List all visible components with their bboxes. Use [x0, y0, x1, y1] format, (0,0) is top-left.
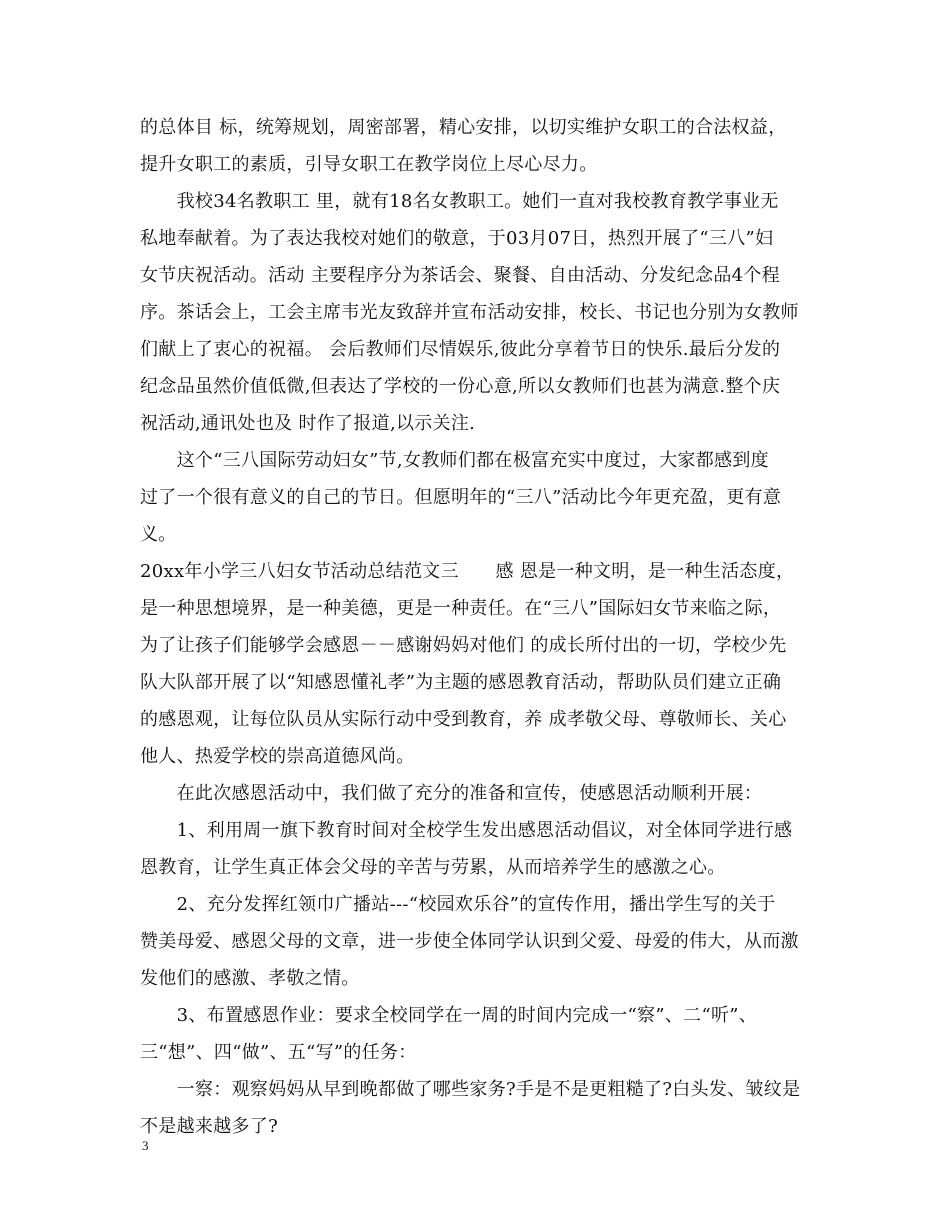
body-text-line: 3、布置感恩作业：要求全校同学在一周的时间内完成一“察”、二“听”、: [140, 1005, 758, 1026]
body-text-line: 的总体目 标，统筹规划，周密部署，精心安排，以切实维护女职工的合法权益，: [140, 117, 787, 138]
body-text-line: 序。茶话会上，工会主席韦光友致辞并宣布活动安排，校长、书记也分别为女教师: [140, 302, 799, 323]
body-text-line: 一察：观察妈妈从早到晚都做了哪些家务?手是不是更粗糙了?白头发、皱纹是: [140, 1079, 801, 1100]
body-text-line: 私地奉献着。为了表达我校对她们的敬意，于03月07日，热烈开展了“三八”妇: [140, 228, 774, 249]
page-number: 3: [142, 1138, 149, 1153]
body-text-line: 们献上了衷心的祝福。 会后教师们尽情娱乐,彼此分享着节日的快乐.最后分发的: [140, 339, 781, 360]
body-text-line: 队大队部开展了以“知感恩懂礼孝”为主题的感恩教育活动，帮助队员们建立正确: [140, 672, 782, 693]
body-text-line: 纪念品虽然价值低微,但表达了学校的一份心意,所以女教师们也甚为满意.整个庆: [140, 376, 781, 397]
body-text-line: 赞美母爱、感恩父母的文章，进一步使全体同学认识到父爱、母爱的伟大，从而激: [140, 931, 799, 952]
body-text-line: 女节庆祝活动。活动 主要程序分为茶话会、聚餐、自由活动、分发纪念品4个程: [140, 265, 780, 286]
body-text-line: 他人、热爱学校的崇高道德风尚。: [140, 746, 415, 767]
body-text-line: 2、充分发挥红领巾广播站---“校园欢乐谷”的宣传作用，播出学生写的关于: [140, 894, 776, 915]
body-text-line: 在此次感恩活动中，我们做了充分的准备和宣传，使感恩活动顺利开展：: [140, 783, 763, 804]
body-text-line: 发他们的感激、孝敬之情。: [140, 968, 360, 989]
body-text-line: 这个“三八国际劳动妇女”节,女教师们都在极富充实中度过，大家都感到度: [140, 450, 769, 471]
body-text-line: 提升女职工的素质，引导女职工在教学岗位上尽心尽力。: [140, 154, 598, 175]
body-text-line: 1、利用周一旗下教育时间对全校学生发出感恩活动倡议，对全体同学进行感: [140, 820, 793, 841]
body-text-line: 祝活动,通讯处也及 时作了报道,以示关注.: [140, 413, 476, 434]
body-text-line: 恩教育，让学生真正体会父母的辛苦与劳累，从而培养学生的感激之心。: [140, 857, 726, 878]
body-text-line: 是一种思想境界，是一种美德，更是一种责任。在“三八”国际妇女节来临之际，: [140, 598, 782, 619]
section-heading-line: 20xx年小学三八妇女节活动总结范文三 感 恩是一种文明，是一种生活态度，: [140, 561, 795, 582]
body-text-line: 的感恩观，让每位队员从实际行动中受到教育，养 成孝敬父母、尊敬师长、关心: [140, 709, 787, 730]
body-text-line: 义。: [140, 524, 177, 545]
body-text-line: 不是越来越多了?: [140, 1116, 279, 1137]
body-text-line: 三“想”、四“做”、五“写”的任务：: [140, 1042, 417, 1063]
body-text-line: 我校34名教职工 里，就有18名女教职工。她们一直对我校教育教学事业无: [140, 191, 779, 212]
body-text-line: 过了一个很有意义的自己的节日。但愿明年的“三八”活动比今年更充盈，更有意: [140, 487, 782, 508]
body-text-line: 为了让孩子们能够学会感恩－－感谢妈妈对他们 的成长所付出的一切，学校少先: [140, 635, 787, 656]
